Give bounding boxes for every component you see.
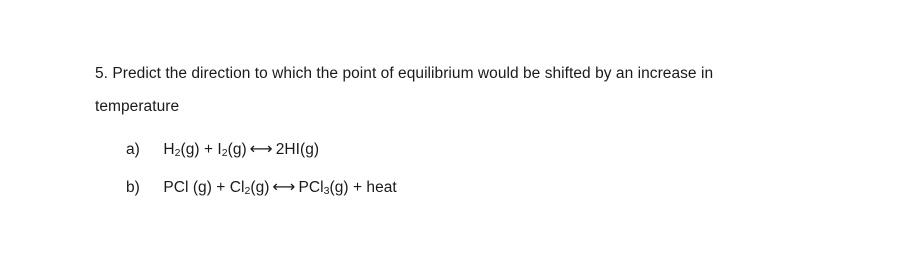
- option-b: [126, 177, 397, 198]
- question-number: 5.: [95, 65, 109, 82]
- equation-b: [163, 179, 396, 196]
- equation-a: [163, 141, 319, 158]
- reactants-pcl-cl2: PCl $(g) + Cl_2(g)$: [163, 179, 270, 197]
- equilibrium-arrow-icon: ⟷: [272, 177, 296, 196]
- reactant-h2: $H_2(g) + I_2(g)$: [163, 141, 247, 159]
- question-line-2: [95, 97, 179, 117]
- option-label: a): [126, 141, 140, 158]
- question-text-continued: temperature: [95, 98, 180, 115]
- option-a: [126, 139, 319, 160]
- question-text: Predict the direction to which the point of equilibrium would be shifted by an increase in: [112, 65, 714, 82]
- question-line-1: [95, 64, 713, 84]
- option-label: b): [126, 179, 140, 196]
- product-pcl3-heat: PCl$_3$(g) + heat: [298, 179, 397, 197]
- product-2hi: 2HI(g): [275, 141, 320, 158]
- equilibrium-arrow-icon: ⟷: [249, 139, 273, 158]
